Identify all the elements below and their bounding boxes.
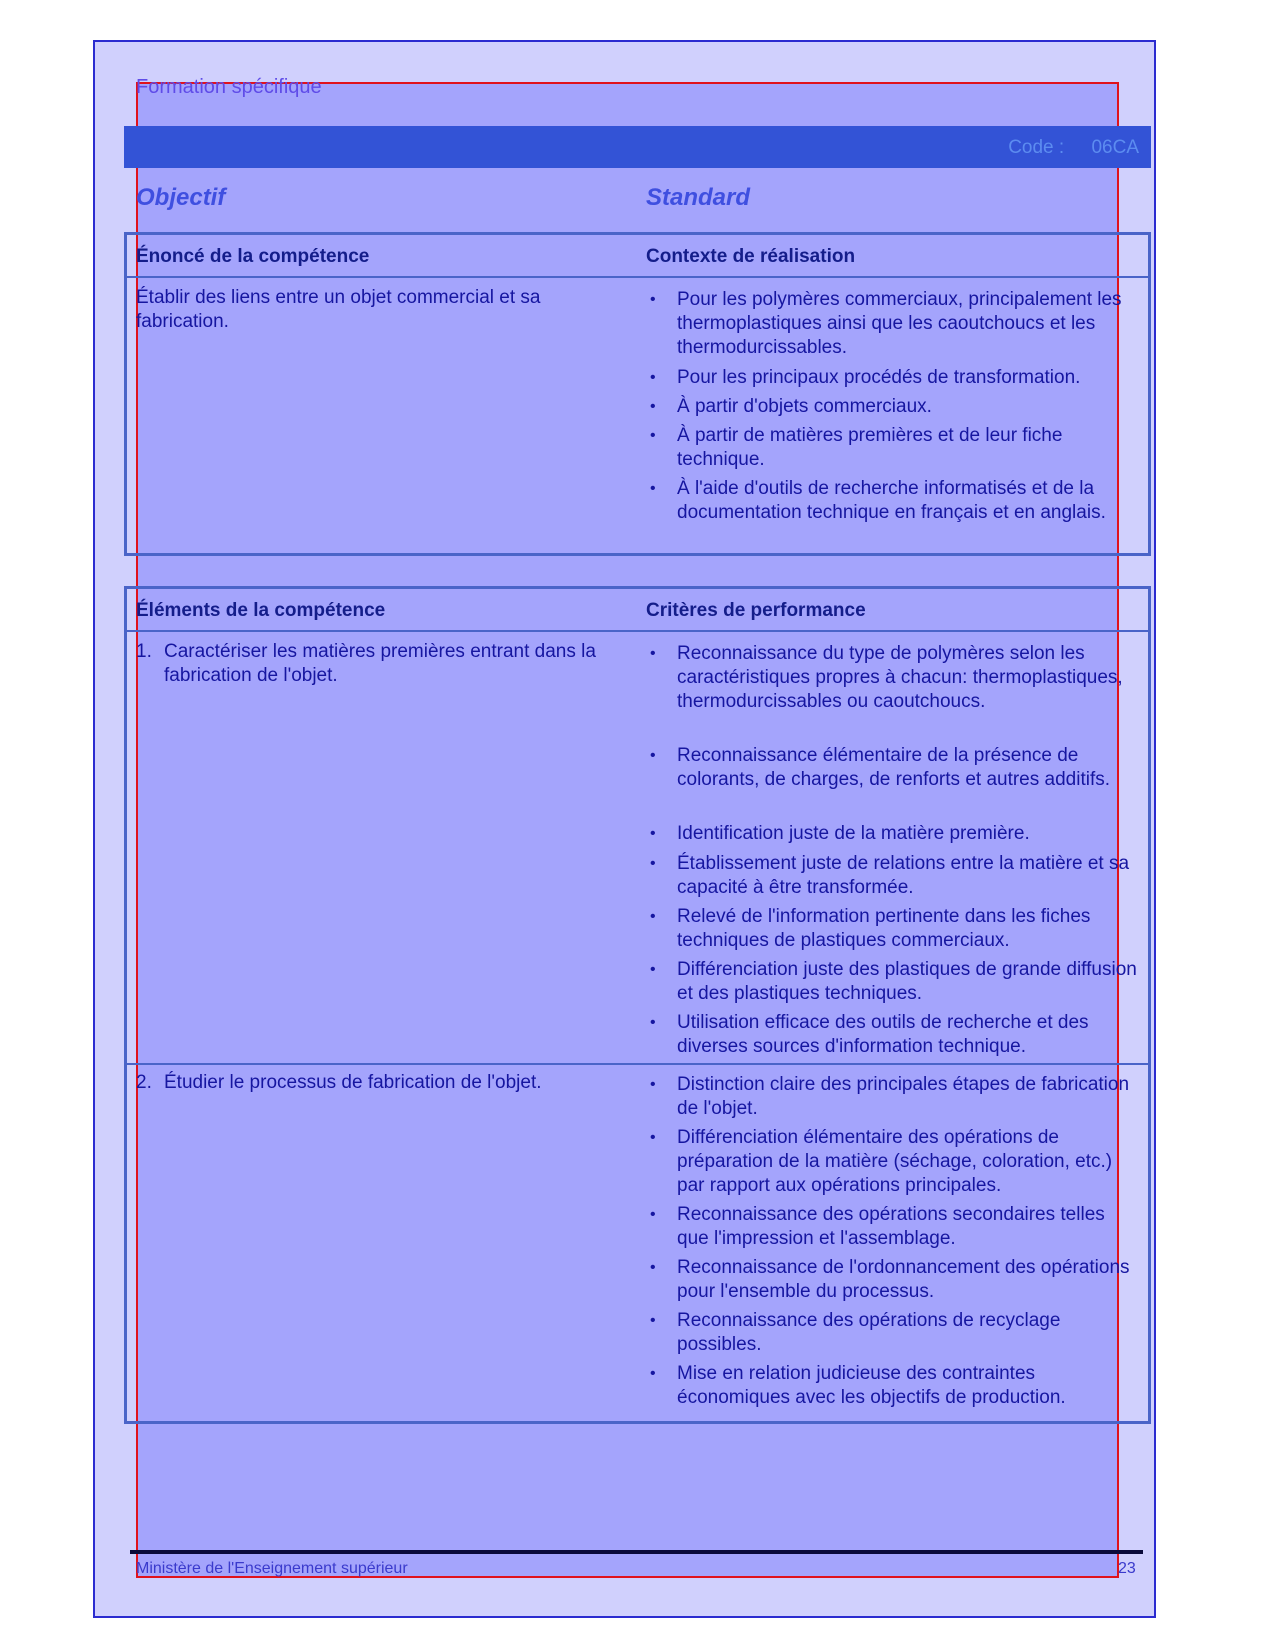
context-item: Pour les polymères commerciaux, principalement les thermoplastiques ainsi que les caoutchoucs et les thermodurcissables. (677, 289, 1122, 358)
list-item (650, 288, 1137, 360)
bullet-icon: • (650, 1259, 656, 1276)
list-item (650, 822, 1137, 846)
criterion: Utilisation efficace des outils de recherche et des diverses sources d'information technique. (677, 1012, 1089, 1057)
element-label: Étudier le processus de fabrication de l'objet. (164, 1072, 542, 1093)
page-number: 23 (1118, 1560, 1136, 1577)
list-item (650, 366, 1137, 390)
list-item (650, 1362, 1137, 1410)
list-item (650, 905, 1137, 953)
list-item (650, 395, 1137, 419)
element-number: 1. (136, 641, 152, 662)
criterion: Reconnaissance des opérations de recyclage possibles. (677, 1310, 1061, 1355)
context-heading: Contexte de réalisation (646, 246, 856, 267)
list-item (650, 1309, 1137, 1357)
objectif-heading: Objectif (136, 184, 226, 211)
criterion: Distinction claire des principales étapes de fabrication de l'objet. (677, 1074, 1130, 1119)
list-item (650, 1126, 1137, 1198)
footer-rule (130, 1550, 1143, 1554)
criteria-heading: Critères de performance (646, 600, 866, 621)
list-item (650, 642, 1137, 714)
elements-divider (124, 630, 1151, 632)
competence-heading: Énoncé de la compétence (136, 246, 370, 267)
context-item: À l'aide d'outils de recherche informatisés et de la documentation technique en français et en anglais. (677, 478, 1106, 523)
list-item (650, 424, 1137, 472)
list-item (650, 1203, 1137, 1251)
bullet-icon: • (650, 480, 656, 497)
list-item (650, 1256, 1137, 1304)
criterion: Mise en relation judicieuse des contraintes économiques avec les objectifs de production. (677, 1363, 1066, 1408)
bullet-icon: • (650, 961, 656, 978)
element-row-divider (124, 1063, 1151, 1065)
bullet-icon: • (650, 855, 656, 872)
criterion: Reconnaissance des opérations secondaires telles que l'impression et l'assemblage. (677, 1204, 1105, 1249)
context-item: À partir d'objets commerciaux. (677, 396, 932, 417)
code-label: Code : (1008, 137, 1065, 158)
bullet-icon: • (650, 1129, 656, 1146)
element-number: 2. (136, 1072, 152, 1093)
bullet-icon: • (650, 398, 656, 415)
criterion: Différenciation juste des plastiques de grande diffusion et des plastiques techniques. (677, 959, 1137, 1004)
criterion: Reconnaissance du type de polymères selon les caractéristiques propres à chacun: thermoplastiques, thermodurcissables ou caoutchoucs. (677, 643, 1123, 712)
elements-heading: Éléments de la compétence (136, 600, 386, 621)
footer-ministry: Ministère de l'Enseignement supérieur (136, 1560, 408, 1577)
bullet-icon: • (650, 1365, 656, 1382)
list-item (650, 1073, 1137, 1121)
list-item (650, 744, 1137, 792)
context-item: Pour les principaux procédés de transformation. (677, 367, 1081, 388)
bullet-icon: • (650, 1206, 656, 1223)
list-item (650, 958, 1137, 1006)
list-item (650, 477, 1137, 525)
bullet-icon: • (650, 369, 656, 386)
code-banner (124, 126, 1151, 168)
bullet-icon: • (650, 747, 656, 764)
course-code (1008, 137, 1139, 159)
criterion: Identification juste de la matière première. (677, 823, 1030, 844)
bullet-icon: • (650, 825, 656, 842)
bullet-icon: • (650, 427, 656, 444)
criterion: Reconnaissance de l'ordonnancement des opérations pour l'ensemble du processus. (677, 1257, 1130, 1302)
list-item (650, 1011, 1137, 1059)
bullet-icon: • (650, 1312, 656, 1329)
criterion: Relevé de l'information pertinente dans les fiches techniques de plastiques commerciaux. (677, 906, 1091, 951)
running-title: Formation spécifique (136, 76, 322, 98)
element-label: Caractériser les matières premières entrant dans la fabrication de l'objet. (164, 641, 596, 686)
criterion: Reconnaissance élémentaire de la présence de colorants, de charges, de renforts et autres additifs. (677, 745, 1111, 790)
standard-heading: Standard (646, 184, 751, 211)
competence-divider (124, 276, 1151, 278)
code-value: 06CA (1091, 137, 1139, 158)
bullet-icon: • (650, 1014, 656, 1031)
bullet-icon: • (650, 645, 656, 662)
bullet-icon: • (650, 1076, 656, 1093)
bullet-icon: • (650, 291, 656, 308)
context-item: À partir de matières premières et de leur fiche technique. (677, 425, 1063, 470)
list-item (650, 852, 1137, 900)
criterion: Établissement juste de relations entre la matière et sa capacité à être transformée. (677, 853, 1130, 898)
criterion: Différenciation élémentaire des opérations de préparation de la matière (séchage, coloration, etc.) par rapport aux opérations principales. (677, 1127, 1113, 1196)
competence-statement: Établir des liens entre un objet commercial et sa fabrication. (136, 287, 541, 332)
bullet-icon: • (650, 908, 656, 925)
